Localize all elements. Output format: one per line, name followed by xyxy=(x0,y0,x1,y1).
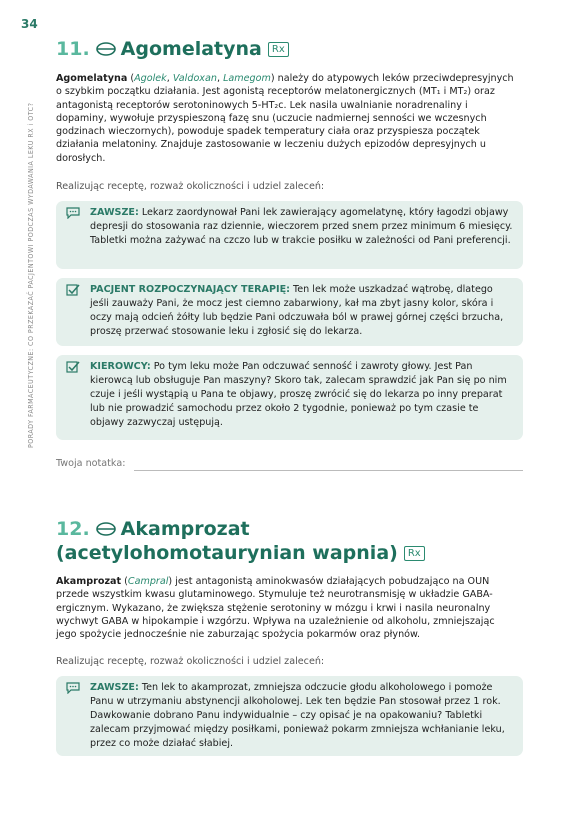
pill-icon xyxy=(96,42,116,56)
recommendations-intro: Realizując receptę, rozważ okoliczności i udziel zaleceń: xyxy=(56,181,325,192)
advice-box-drivers: KIEROWCY: Po tym leku może Pan odczuwać senność i zawroty głowy. Jest Pan kierowcą lub obsługuje Pan maszyny? Skoro tak, zalecam sprawdzić jak Pan się po nim czuje i jeśli wystąpią u Pana te objawy, proszę zwrócić się do lekarza po inny preparat lub nie prowadzić samochodu przez około 2 tygodnie, ponieważ po tym czasie te objawy zazwyczaj ustępują. xyxy=(56,355,523,440)
section-12-paragraph: Akamprozat (Campral) jest antagonistą aminokwasów działających pobudzająco na OUN przede wszystkim kwasu glutaminowego. Stymuluje też neurotransmisję w układzie GABA-ergicznym. Wykazano, że zwiększa stężenie serotoniny w mózgu i krwi i nasila neuronalny wychwyt GABA w hipokampie i wzgórzu. Wpływa na uzależnienie od alkoholu, zmniejszając jego spożycie jednocześnie nie zaburzając spożycia pokarmów oraz płynów. xyxy=(56,576,495,641)
speech-bubble-icon xyxy=(66,682,80,694)
section-number: 12. xyxy=(56,518,90,540)
rx-badge: Rx xyxy=(268,42,289,57)
advice-box-always: ZAWSZE: Ten lek to akamprozat, zmniejsza odczucie głodu alkoholowego i pomoże Panu w utrzymaniu abstynencji alkoholowej. Lek ten będzie Pan stosował przez 1 rok. Dawkowanie dobrano Panu indywidualnie – czy opisać je na opakowaniu? Tabletki zalecam przyjmować między posiłkami, ponieważ pokarm zmniejsza wchłanianie leku, przez co może działać słabiej. xyxy=(56,676,523,756)
checkbox-icon xyxy=(66,361,80,373)
section-title: Agomelatyna xyxy=(120,38,262,60)
note-label: Twoja notatka: xyxy=(56,458,126,469)
rx-badge: Rx xyxy=(404,546,425,561)
advice-box-new-patient: PACJENT ROZPOCZYNAJĄCY TERAPIĘ: Ten lek może uszkadzać wątrobę, dlatego jeśli zauważy Pani, że mocz jest ciemno zabarwiony, kał ma zbyt jasny kolor, skóra i oczy mają odcień żółty lub będzie Pani odczuwała ból w prawej górnej części brzucha, proszę przerwać stosowanie leku i zgłosić się do lekarza. xyxy=(56,278,523,346)
recommendations-intro: Realizując receptę, rozważ okoliczności i udziel zaleceń: xyxy=(56,656,325,667)
section-11-paragraph: Agomelatyna (Agolek, Valdoxan, Lamegom) należy do atypowych leków przeciwdepresyjnych o szybkim początku działania. Jest agonistą receptorów melatonergicznych (MT₁ i MT₂) oraz antagonistą receptorów serotoninowych 5-HT₂c. Lek nasila uwalnianie noradrenaliny i dopaminy, wywołuje przyspieszoną fazę snu (uczucie nadmiernej senności we wczesnych godzinach wieczornych), powoduje spadek temperatury ciała oraz przyspiesza początek działania melatoniny. Znajduje zastosowanie w leczeniu dużych epizodów depresyjnych u dorosłych. xyxy=(56,73,514,164)
note-line xyxy=(134,470,523,471)
note-field[interactable] xyxy=(56,458,523,469)
speech-bubble-icon xyxy=(66,207,80,219)
pill-icon xyxy=(96,522,116,536)
checkbox-icon xyxy=(66,284,80,296)
section-number: 11. xyxy=(56,38,90,60)
section-12-heading-line2 xyxy=(56,542,425,564)
advice-box-always: ZAWSZE: Lekarz zaordynował Pani lek zawierający agomelatynę, który łagodzi objawy depresji do stosowania raz dziennie, wieczorem przed snem przez minimum 6 miesięcy. Tabletki można zażywać na czczo lub w trakcie posiłku w zależności od Pani preferencji. xyxy=(56,201,523,269)
section-11-heading xyxy=(56,38,289,60)
page-number: 34 xyxy=(21,17,38,31)
section-title: Akamprozat xyxy=(120,518,250,540)
side-running-title: PORADY FARMACEUTYCZNE: CO PRZEKAZAĆ PACJENTOWI PODCZAS WYDAWANIA LEKU RX i OTC? xyxy=(27,102,35,448)
section-subtitle: (acetylohomotaurynian wapnia) xyxy=(56,542,398,564)
section-12-heading xyxy=(56,518,250,540)
